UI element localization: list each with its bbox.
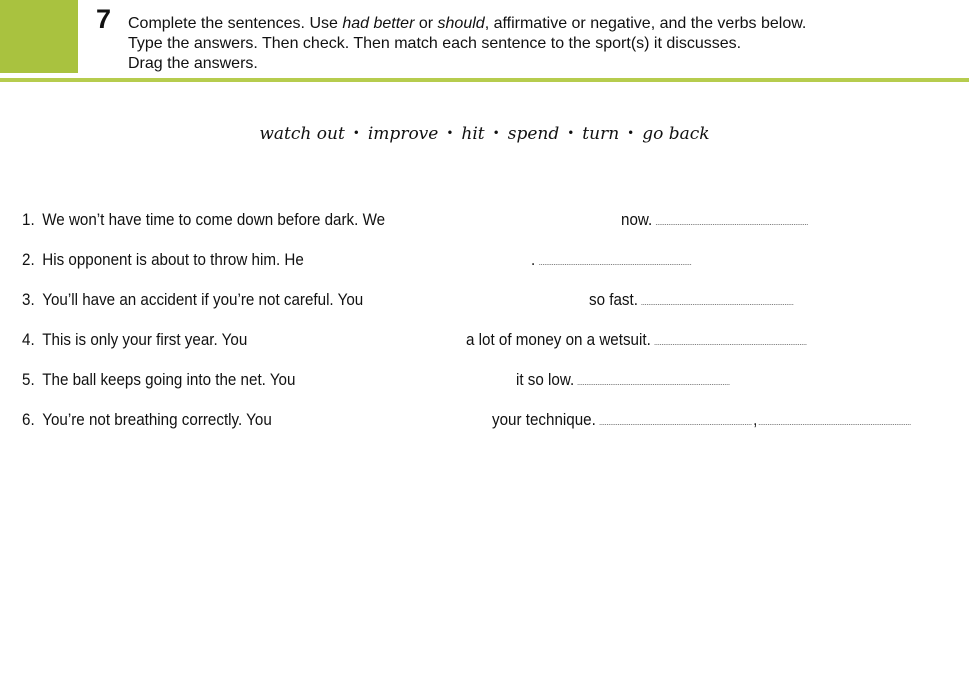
- question-number: 5.: [22, 371, 35, 389]
- question-number: 6.: [22, 411, 35, 429]
- header-accent-block: [0, 0, 78, 73]
- question-4: [22, 327, 247, 353]
- instruction-emphasis-had-better: had better: [342, 15, 415, 32]
- question-2: [22, 247, 304, 273]
- question-number: 3.: [22, 291, 35, 309]
- question-ending: your technique.: [492, 411, 596, 429]
- question-5-tail: [516, 367, 730, 393]
- question-4-tail: [466, 327, 806, 353]
- question-text: This is only your first year. You: [42, 331, 248, 349]
- question-text: You’re not breathing correctly. You: [42, 411, 272, 429]
- sport-drop-target-6b[interactable]: [759, 424, 911, 425]
- answer-input-3[interactable]: [400, 289, 586, 313]
- exercise-number: 7: [96, 4, 112, 34]
- verb-hit: hit: [461, 124, 485, 144]
- sport-drop-target-6a[interactable]: [599, 424, 751, 425]
- answer-input-4[interactable]: [276, 329, 462, 353]
- bullet-separator: •: [627, 126, 635, 140]
- instruction-line-2: Type the answers. Then check. Then match each sentence to the sport(s) it discusses.: [128, 35, 742, 52]
- answer-input-5[interactable]: [326, 369, 512, 393]
- question-text: You’ll have an accident if you’re not careful. You: [42, 291, 364, 309]
- bullet-separator: •: [492, 126, 500, 140]
- question-text: The ball keeps going into the net. You: [42, 371, 296, 389]
- question-ending: so fast.: [589, 291, 638, 309]
- question-number: 2.: [22, 251, 35, 269]
- instruction-line-3: Drag the answers.: [128, 55, 258, 72]
- instructions: [128, 14, 806, 74]
- sport-drop-target-1[interactable]: [656, 224, 808, 225]
- question-number: 1.: [22, 211, 35, 229]
- verb-turn: turn: [582, 124, 620, 144]
- sport-drop-target-2[interactable]: [539, 264, 691, 265]
- sport-drop-target-4[interactable]: [654, 344, 806, 345]
- instruction-line-1: [128, 14, 806, 34]
- answer-input-1[interactable]: [432, 209, 616, 233]
- instruction-text: or: [414, 15, 438, 32]
- question-1: [22, 207, 385, 233]
- question-1-tail: [621, 207, 808, 233]
- instruction-text: , affirmative or negative, and the verbs below.: [484, 15, 807, 32]
- question-6: [22, 407, 272, 433]
- bullet-separator: •: [352, 126, 360, 140]
- question-number: 4.: [22, 331, 35, 349]
- question-ending: it so low.: [516, 371, 575, 389]
- bullet-separator: •: [567, 126, 575, 140]
- question-ending: .: [531, 251, 536, 269]
- comma-separator: ,: [753, 411, 758, 429]
- verb-go-back: go back: [642, 124, 710, 144]
- sport-drop-target-5[interactable]: [578, 384, 730, 385]
- question-6-tail: [492, 407, 911, 433]
- verb-bank: [0, 122, 969, 147]
- verb-improve: improve: [367, 124, 439, 144]
- verb-watch-out: watch out: [259, 124, 345, 144]
- question-3-tail: [589, 287, 793, 313]
- instruction-text: Complete the sentences. Use: [128, 15, 343, 32]
- question-text: We won’t have time to come down before dark. We: [42, 211, 386, 229]
- question-5: [22, 367, 295, 393]
- sport-drop-target-3[interactable]: [642, 304, 794, 305]
- question-ending: a lot of money on a wetsuit.: [466, 331, 651, 349]
- question-ending: now.: [621, 211, 653, 229]
- question-3: [22, 287, 363, 313]
- verb-spend: spend: [507, 124, 560, 144]
- question-text: His opponent is about to throw him. He: [42, 251, 304, 269]
- header-divider: [0, 78, 969, 82]
- instruction-emphasis-should: should: [437, 15, 485, 32]
- bullet-separator: •: [446, 126, 454, 140]
- question-2-tail: [531, 247, 691, 273]
- answer-input-6[interactable]: [302, 409, 488, 433]
- answer-input-2[interactable]: [340, 249, 529, 273]
